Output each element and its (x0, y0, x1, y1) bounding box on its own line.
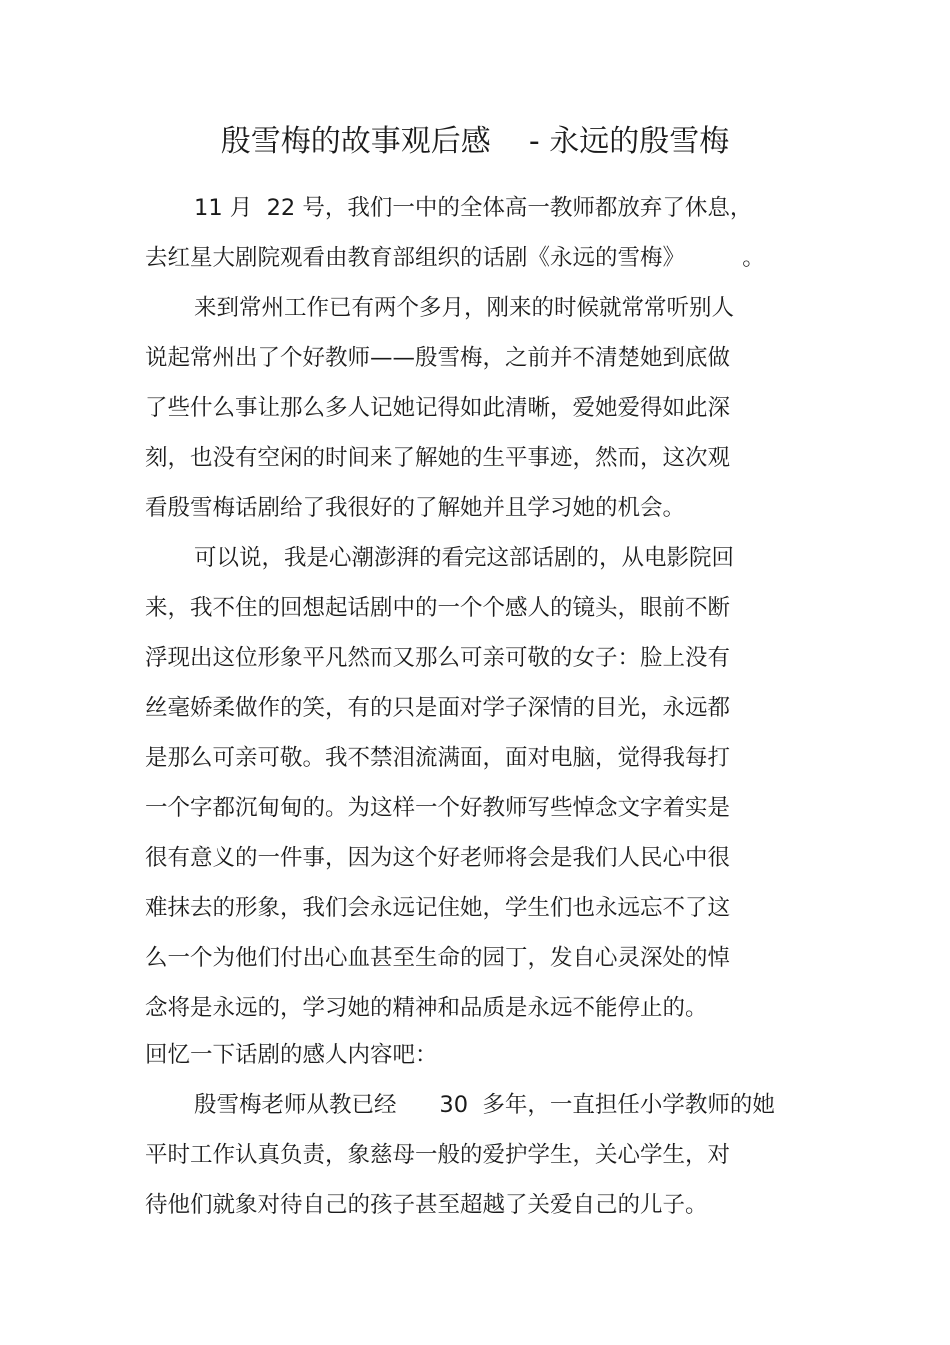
paragraph-line: 刻，也没有空闲的时间来了解她的生平事迹，然而，这次观 (145, 445, 731, 471)
paragraph-line: 待他们就象对待自己的孩子甚至超越了关爱自己的儿子。 (145, 1192, 708, 1218)
paragraph-line: 了些什么事让那么多人记她记得如此清晰，爱她爱得如此深 (145, 395, 731, 421)
paragraph-line: 11 月 22 号，我们一中的全体高一教师都放弃了休息， (194, 195, 753, 221)
paragraph-line: 回忆一下话剧的感人内容吧： (145, 1042, 438, 1068)
paragraph-line: 说起常州出了个好教师——殷雪梅，之前并不清楚她到底做 (145, 345, 731, 371)
paragraph-line: 来，我不住的回想起话剧中的一个个感人的镜头，眼前不断 (145, 595, 731, 621)
paragraph-line: 么一个为他们付出心血甚至生命的园丁，发自心灵深处的悼 (145, 945, 731, 971)
paragraph-line: 很有意义的一件事，因为这个好老师将会是我们人民心中很 (145, 845, 731, 871)
paragraph-line: 难抹去的形象，我们会永远记住她，学生们也永远忘不了这 (145, 895, 731, 921)
paragraph-line: 丝毫娇柔做作的笑，有的只是面对学子深情的目光，永远都 (145, 695, 731, 721)
document-title: 殷雪梅的故事观后感 - 永远的殷雪梅 (220, 124, 730, 159)
paragraph-line: 浮现出这位形象平凡然而又那么可亲可敬的女子：脸上没有 (145, 645, 731, 671)
paragraph-line: 殷雪梅老师从教已经 30 多年，一直担任小学教师的她 (194, 1092, 775, 1118)
paragraph-line: 是那么可亲可敬。我不禁泪流满面，面对电脑，觉得我每打 (145, 745, 731, 771)
paragraph-line: 一个字都沉甸甸的。为这样一个好教师写些悼念文字着实是 (145, 795, 731, 821)
paragraph-line: 来到常州工作已有两个多月，刚来的时候就常常听别人 (194, 295, 735, 321)
paragraph-line: 平时工作认真负责，象慈母一般的爱护学生，关心学生，对 (145, 1142, 731, 1168)
paragraph-line: 可以说，我是心潮澎湃的看完这部话剧的，从电影院回 (194, 545, 735, 571)
paragraph-line: 去红星大剧院观看由教育部组织的话剧《永远的雪梅》 。 (145, 245, 765, 271)
paragraph-line: 念将是永远的，学习她的精神和品质是永远不能停止的。 (145, 995, 708, 1021)
paragraph-line: 看殷雪梅话剧给了我很好的了解她并且学习她的机会。 (145, 495, 686, 521)
